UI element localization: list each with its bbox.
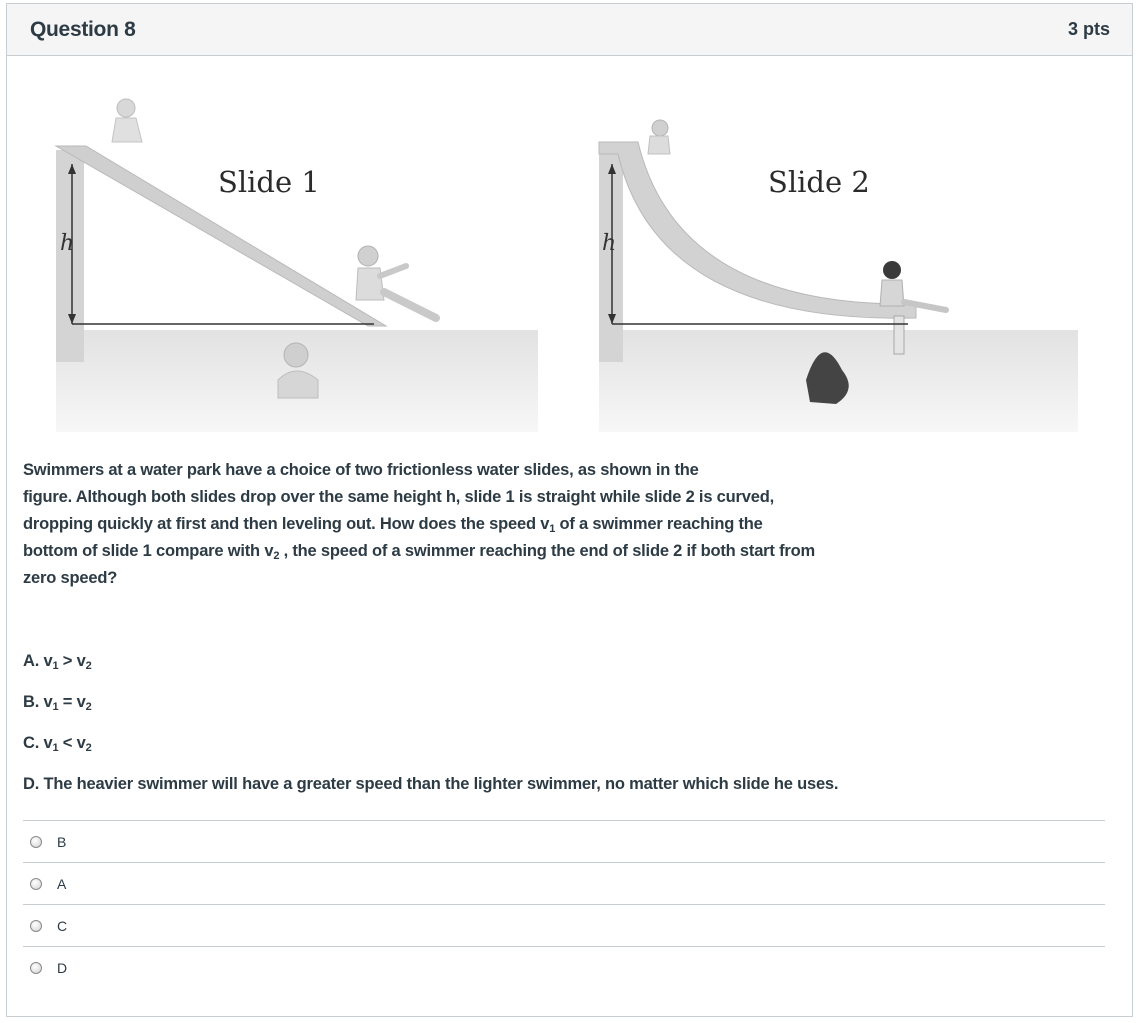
- slide-1-label: Slide 1: [218, 165, 320, 199]
- answer-option-d[interactable]: [23, 946, 1105, 988]
- slide-2-label: Slide 2: [768, 165, 870, 199]
- slide-1-panel: [56, 99, 538, 432]
- choice-c: C. $v_1 < v_2$: [23, 734, 92, 754]
- prompt-line-2: figure. Although both slides drop over the same height h, slide 1 is straight while slide 2 is curved,: [23, 488, 774, 506]
- answer-options: [23, 820, 1105, 988]
- radio-button[interactable]: [30, 836, 42, 848]
- radio-button[interactable]: [30, 920, 42, 932]
- choice-b: B. $v_1 = v_2$: [23, 693, 92, 713]
- answer-label: B: [57, 833, 67, 850]
- height-label-1: h: [60, 231, 75, 256]
- prompt-line-4: bottom of slide 1 compare with $v_2$ , the speed of a swimmer reaching the end of slide 2 if both start from: [23, 542, 815, 562]
- radio-button[interactable]: [30, 878, 42, 890]
- question-title: Question 8: [30, 17, 136, 41]
- platform-1: [56, 150, 84, 362]
- question-prompt: [23, 457, 873, 592]
- answer-option-b[interactable]: [23, 820, 1105, 862]
- question-header: [7, 4, 1132, 56]
- prompt-line-3: dropping quickly at first and then leveling out. How does the speed $v_1$ of a swimmer reaching the: [23, 515, 763, 535]
- choice-d: D. The heavier swimmer will have a greater speed than the lighter swimmer, no matter which slide he uses.: [23, 775, 839, 793]
- choice-list: [23, 648, 1103, 812]
- answer-label: A: [57, 875, 67, 892]
- answer-label: D: [57, 959, 68, 976]
- choice-a: A. $v_1 > v_2$: [23, 652, 92, 672]
- answer-option-c[interactable]: [23, 904, 1105, 946]
- slide-2-panel: [599, 120, 1078, 432]
- answer-option-a[interactable]: [23, 862, 1105, 904]
- answer-label: C: [57, 917, 68, 934]
- radio-button[interactable]: [30, 962, 42, 974]
- platform-2: [599, 150, 623, 362]
- prompt-line-1: Swimmers at a water park have a choice of two frictionless water slides, as shown in the: [23, 461, 699, 479]
- height-label-2: h: [602, 231, 617, 256]
- question-points: 3 pts: [1067, 19, 1110, 39]
- prompt-line-5: zero speed?: [23, 569, 118, 587]
- water-slides-figure: [46, 80, 1078, 432]
